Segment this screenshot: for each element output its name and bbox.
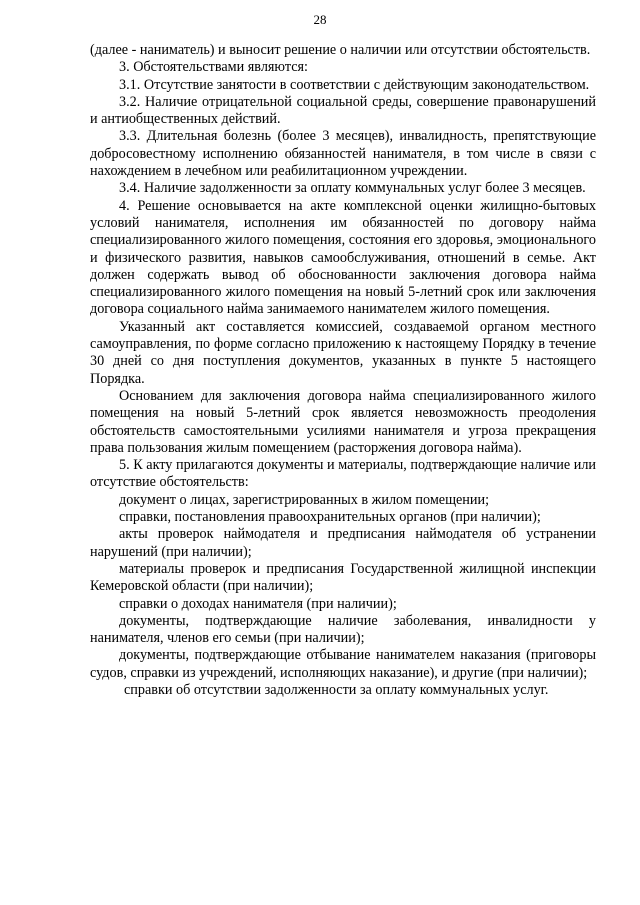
list-item: документы, подтверждающие отбывание нанимателем наказания (приговоры судов, справки из учреждений, исполняющих наказание), и другие (при наличии); [90, 647, 596, 681]
paragraph: 3.3. Длительная болезнь (более 3 месяцев), инвалидность, препятствующие добросовестному исполнению обязанностей нанимателя, в том числе в связи с нахождением в лечебном или реабилитационном учреждении. [90, 128, 596, 180]
paragraph: Основанием для заключения договора найма специализированного жилого помещения на новый 5-летний срок является невозможность преодоления обстоятельств самостоятельными усилиями нанимателя и угроза прекращения права пользования жилым помещением (расторжения договора найма). [90, 387, 596, 456]
page-number: 28 [313, 12, 327, 27]
list-item: документы, подтверждающие наличие заболевания, инвалидности у нанимателя, членов его семьи (при наличии); [90, 612, 596, 647]
paragraph: Указанный акт составляется комиссией, создаваемой органом местного самоуправления, по форме согласно приложению к настоящему Порядку в течение 30 дней со дня поступления документов, указанных в пункте 5 настоящего Порядка. [90, 318, 596, 387]
paragraph: 3.1. Отсутствие занятости в соответствии с действующим законодательством. [119, 76, 590, 93]
paragraph: 3. Обстоятельствами являются: [119, 59, 308, 76]
list-item: материалы проверок и предписания Государственной жилищной инспекции Кемеровской области (при наличии); [90, 560, 596, 595]
paragraph: 3.4. Наличие задолженности за оплату коммунальных услуг более 3 месяцев. [119, 180, 586, 197]
list-item: документ о лицах, зарегистрированных в жилом помещении; [119, 491, 490, 508]
paragraph: (далее - наниматель) и выносит решение о наличии или отсутствии обстоятельств. [90, 42, 591, 58]
paragraph: 5. К акту прилагаются документы и материалы, подтверждающие наличие или отсутствие обстоятельств: [90, 457, 596, 491]
list-item: справки, постановления правоохранительных органов (при наличии); [119, 509, 541, 526]
paragraph: 3.2. Наличие отрицательной социальной среды, совершение правонарушений и антиобщественных действий. [90, 93, 596, 128]
list-item: справки о доходах нанимателя (при наличии); [119, 595, 397, 612]
paragraph: 4. Решение основывается на акте комплексной оценки жилищно-бытовых условий нанимателя, исполнения им обязанностей по договору найма специализированного жилого помещения, состояния его здоровья, эмоционального и физического развития, навыков самообслуживания, отношений в семье. Акт должен содержать вывод об обоснованности заключения договора найма специализированного жилого помещения на новый 5-летний срок или заключения договора социального найма занимаемого нанимателем жилого помещения. [90, 197, 596, 318]
document-body [90, 42, 596, 699]
list-item: справки об отсутствии задолженности за оплату коммунальных услуг. [124, 681, 549, 698]
list-item: акты проверок наймодателя и предписания наймодателя об устранении нарушений (при наличии); [90, 526, 596, 560]
